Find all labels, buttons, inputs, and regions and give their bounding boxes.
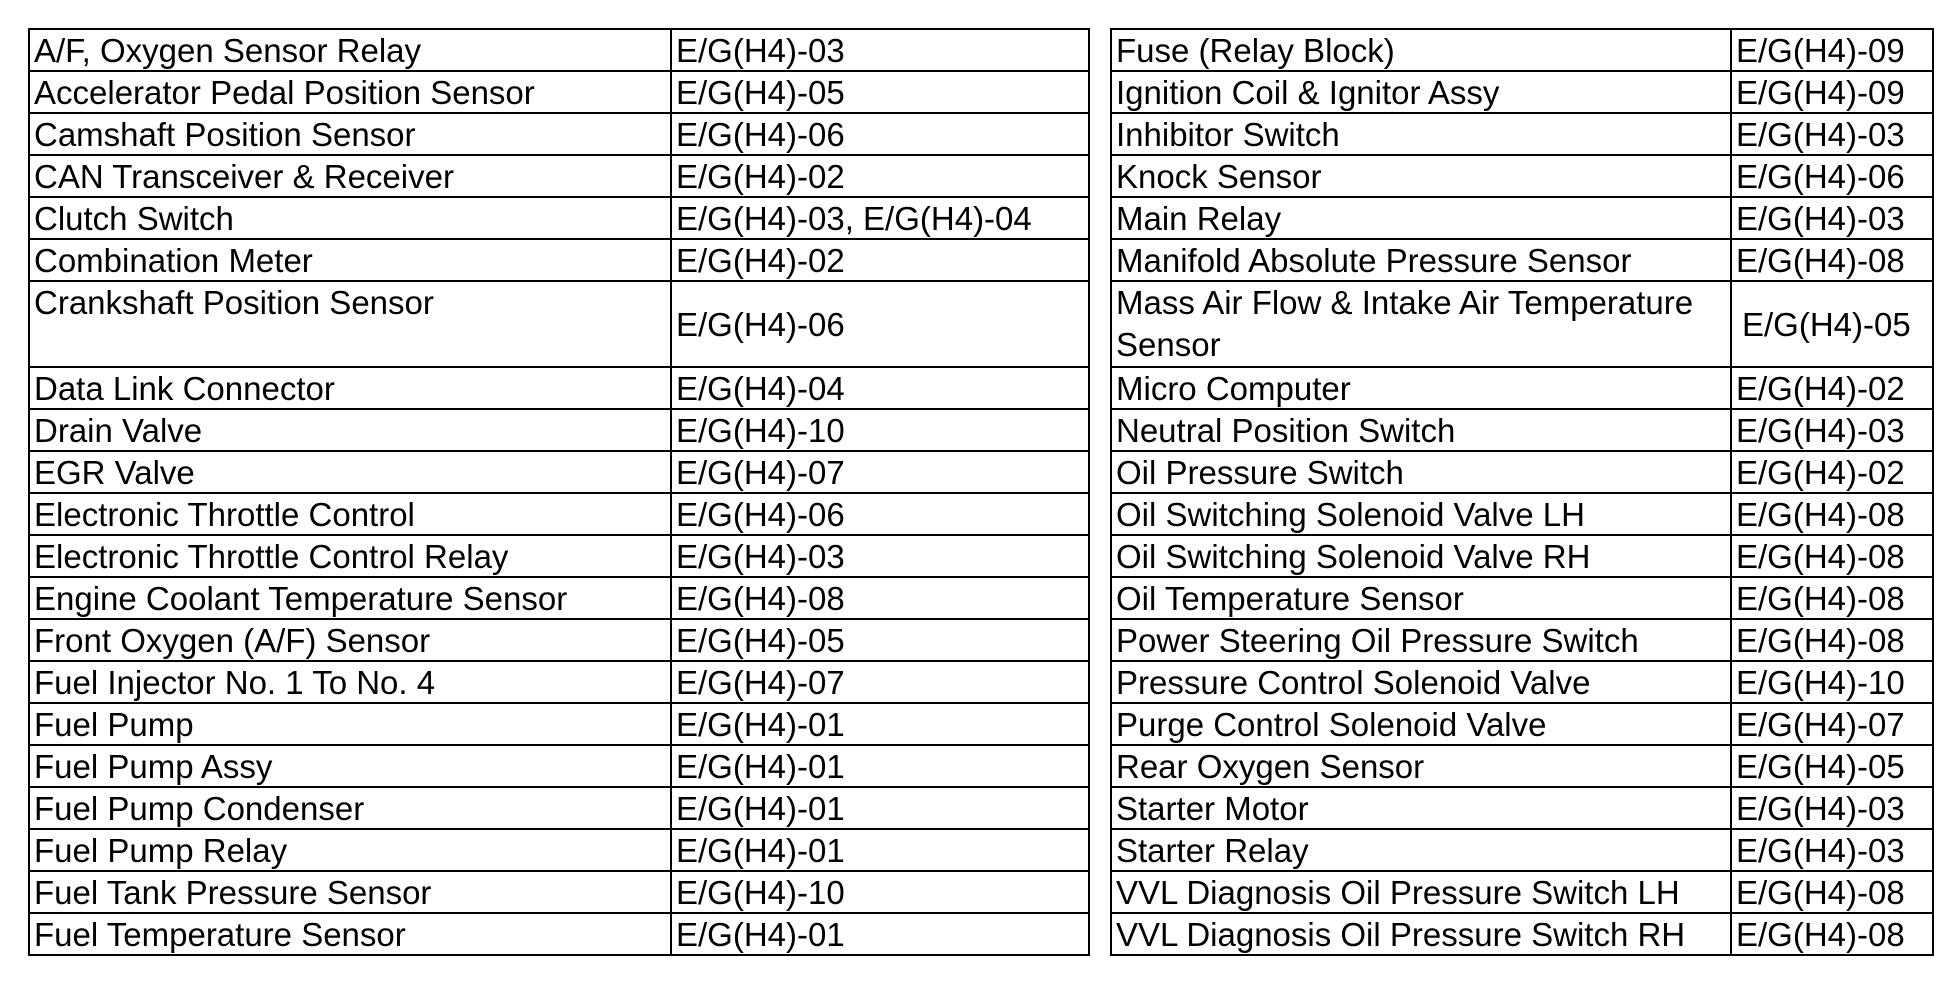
component-name-cell: Fuel Pump (29, 703, 671, 745)
component-name-cell: Drain Valve (29, 409, 671, 451)
wiring-reference-cell: E/G(H4)-01 (671, 787, 1089, 829)
table-row (1111, 829, 1933, 871)
table-row (29, 661, 1089, 703)
component-name-cell: Combination Meter (29, 239, 671, 281)
table-row (29, 619, 1089, 661)
table-row (29, 367, 1089, 409)
component-index-table-right (1110, 28, 1934, 956)
wiring-reference-cell: E/G(H4)-01 (671, 703, 1089, 745)
table-row (29, 29, 1089, 71)
wiring-reference-cell: E/G(H4)-04 (671, 367, 1089, 409)
wiring-reference-cell: E/G(H4)-03 (1731, 113, 1933, 155)
component-name-cell: Oil Pressure Switch (1111, 451, 1731, 493)
table-row (29, 239, 1089, 281)
component-name-cell: Data Link Connector (29, 367, 671, 409)
table-row (1111, 787, 1933, 829)
component-name-cell: CAN Transceiver & Receiver (29, 155, 671, 197)
wiring-reference-cell: E/G(H4)-02 (671, 155, 1089, 197)
component-name-cell: Pressure Control Solenoid Valve (1111, 661, 1731, 703)
table-row (29, 787, 1089, 829)
component-name-cell: Engine Coolant Temperature Sensor (29, 577, 671, 619)
component-name-cell: VVL Diagnosis Oil Pressure Switch LH (1111, 871, 1731, 913)
wiring-reference-cell: E/G(H4)-09 (1731, 29, 1933, 71)
component-name-cell: Purge Control Solenoid Valve (1111, 703, 1731, 745)
table-row (29, 745, 1089, 787)
wiring-reference-cell: E/G(H4)-05 (1731, 745, 1933, 787)
component-name-cell: Rear Oxygen Sensor (1111, 745, 1731, 787)
table-row (1111, 619, 1933, 661)
table-row (29, 197, 1089, 239)
wiring-reference-cell: E/G(H4)-06 (671, 113, 1089, 155)
table-row (1111, 745, 1933, 787)
wiring-reference-cell: E/G(H4)-08 (1731, 535, 1933, 577)
table-row (29, 451, 1089, 493)
component-name-cell: Fuel Tank Pressure Sensor (29, 871, 671, 913)
wiring-reference-cell: E/G(H4)-08 (1731, 577, 1933, 619)
wiring-reference-cell: E/G(H4)-01 (671, 745, 1089, 787)
table-row (1111, 451, 1933, 493)
component-name-cell: Fuel Temperature Sensor (29, 913, 671, 955)
component-name-cell: Starter Motor (1111, 787, 1731, 829)
component-name-cell: Fuel Pump Condenser (29, 787, 671, 829)
table-row (29, 409, 1089, 451)
component-name-cell: Micro Computer (1111, 367, 1731, 409)
component-name-cell: Fuel Pump Relay (29, 829, 671, 871)
component-name-cell: Electronic Throttle Control (29, 493, 671, 535)
component-name-cell: Ignition Coil & Ignitor Assy (1111, 71, 1731, 113)
wiring-reference-cell: E/G(H4)-07 (1731, 703, 1933, 745)
wiring-reference-cell: E/G(H4)-01 (671, 913, 1089, 955)
component-name-cell: Fuse (Relay Block) (1111, 29, 1731, 71)
table-row (29, 703, 1089, 745)
table-row (29, 913, 1089, 955)
wiring-reference-cell: E/G(H4)-03 (1731, 829, 1933, 871)
wiring-reference-cell: E/G(H4)-02 (1731, 367, 1933, 409)
component-name-cell: Clutch Switch (29, 197, 671, 239)
wiring-reference-cell: E/G(H4)-09 (1731, 71, 1933, 113)
wiring-reference-cell: E/G(H4)-01 (671, 829, 1089, 871)
table-row (29, 871, 1089, 913)
table-row (1111, 29, 1933, 71)
table-row (29, 493, 1089, 535)
table-row (1111, 703, 1933, 745)
wiring-reference-cell: E/G(H4)-03 (1731, 409, 1933, 451)
component-name-cell: Fuel Pump Assy (29, 745, 671, 787)
wiring-reference-cell: E/G(H4)-10 (671, 871, 1089, 913)
wiring-reference-cell: E/G(H4)-02 (671, 239, 1089, 281)
component-name-cell: Camshaft Position Sensor (29, 113, 671, 155)
component-name-cell: Electronic Throttle Control Relay (29, 535, 671, 577)
table-row (29, 71, 1089, 113)
component-name-cell: Power Steering Oil Pressure Switch (1111, 619, 1731, 661)
component-name-cell: Main Relay (1111, 197, 1731, 239)
wiring-reference-cell: E/G(H4)-05 (671, 71, 1089, 113)
table-row (1111, 535, 1933, 577)
component-name-cell: Manifold Absolute Pressure Sensor (1111, 239, 1731, 281)
table-row (1111, 155, 1933, 197)
table-row (1111, 493, 1933, 535)
component-name-cell: Inhibitor Switch (1111, 113, 1731, 155)
wiring-reference-cell: E/G(H4)-08 (671, 577, 1089, 619)
table-row (29, 113, 1089, 155)
table-row (1111, 113, 1933, 155)
wiring-reference-cell: E/G(H4)-08 (1731, 619, 1933, 661)
table-row (1111, 367, 1933, 409)
wiring-reference-cell: E/G(H4)-03 (1731, 787, 1933, 829)
table-row (1111, 409, 1933, 451)
table-row (29, 281, 1089, 367)
table-row (29, 829, 1089, 871)
table-row (1111, 661, 1933, 703)
component-name-cell: Starter Relay (1111, 829, 1731, 871)
wiring-reference-cell: E/G(H4)-03, E/G(H4)-04 (671, 197, 1089, 239)
table-row (1111, 913, 1933, 955)
table-row (1111, 239, 1933, 281)
component-name-cell: Accelerator Pedal Position Sensor (29, 71, 671, 113)
component-name-cell: Neutral Position Switch (1111, 409, 1731, 451)
table-row (1111, 281, 1933, 367)
wiring-reference-cell: E/G(H4)-03 (1731, 197, 1933, 239)
table-row (29, 155, 1089, 197)
component-name-cell: EGR Valve (29, 451, 671, 493)
component-name-cell: Fuel Injector No. 1 To No. 4 (29, 661, 671, 703)
component-index-table-left (28, 28, 1090, 956)
wiring-reference-cell: E/G(H4)-08 (1731, 871, 1933, 913)
table-body-left (29, 29, 1089, 955)
wiring-reference-cell: E/G(H4)-03 (671, 535, 1089, 577)
component-name-cell: VVL Diagnosis Oil Pressure Switch RH (1111, 913, 1731, 955)
wiring-reference-cell: E/G(H4)-08 (1731, 239, 1933, 281)
table-row (29, 577, 1089, 619)
wiring-reference-cell: E/G(H4)-07 (671, 661, 1089, 703)
wiring-reference-cell: E/G(H4)-08 (1731, 493, 1933, 535)
component-name-cell: Mass Air Flow & Intake Air Temperature Sensor (1111, 281, 1731, 367)
wiring-reference-cell: E/G(H4)-07 (671, 451, 1089, 493)
table-row (1111, 71, 1933, 113)
table-row (1111, 577, 1933, 619)
component-name-cell: Crankshaft Position Sensor (29, 281, 671, 367)
wiring-reference-cell: E/G(H4)-10 (671, 409, 1089, 451)
component-name-cell: Knock Sensor (1111, 155, 1731, 197)
component-name-cell: A/F, Oxygen Sensor Relay (29, 29, 671, 71)
wiring-reference-cell: E/G(H4)-05 (671, 619, 1089, 661)
component-name-cell: Oil Switching Solenoid Valve LH (1111, 493, 1731, 535)
wiring-reference-cell: E/G(H4)-06 (1731, 155, 1933, 197)
wiring-reference-cell: E/G(H4)-10 (1731, 661, 1933, 703)
table-body-right (1111, 29, 1933, 955)
wiring-reference-cell: E/G(H4)-06 (671, 281, 1089, 367)
wiring-reference-cell: E/G(H4)-02 (1731, 451, 1933, 493)
wiring-reference-cell: E/G(H4)-08 (1731, 913, 1933, 955)
component-name-cell: Oil Switching Solenoid Valve RH (1111, 535, 1731, 577)
table-row (1111, 871, 1933, 913)
table-row (29, 535, 1089, 577)
wiring-reference-cell: E/G(H4)-03 (671, 29, 1089, 71)
table-row (1111, 197, 1933, 239)
wiring-reference-cell: E/G(H4)-06 (671, 493, 1089, 535)
component-name-cell: Oil Temperature Sensor (1111, 577, 1731, 619)
wiring-reference-cell: E/G(H4)-05 (1731, 281, 1933, 367)
component-name-cell: Front Oxygen (A/F) Sensor (29, 619, 671, 661)
